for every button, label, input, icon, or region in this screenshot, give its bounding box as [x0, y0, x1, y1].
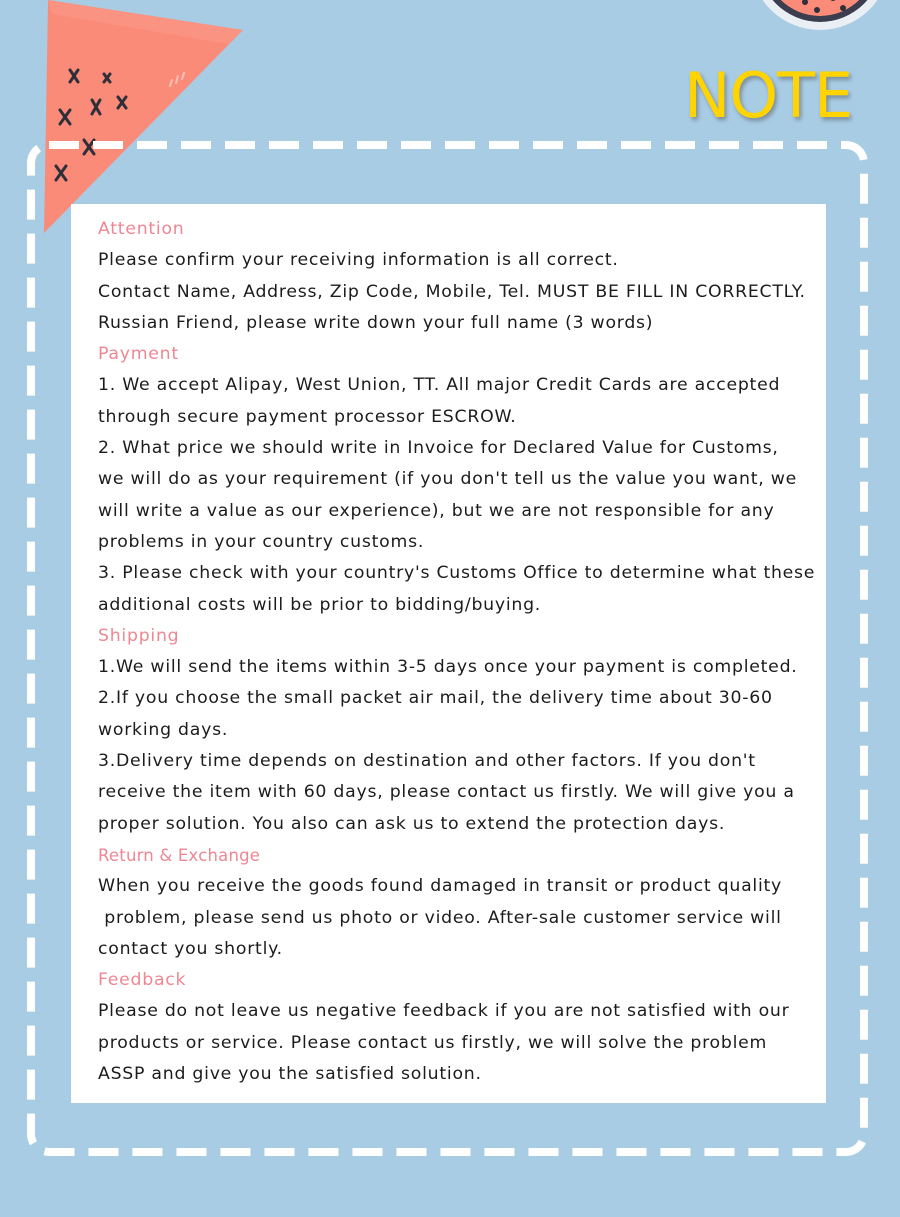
text-line: proper solution. You also can ask us to extend the protection days. [98, 813, 726, 834]
text-line: Contact Name, Address, Zip Code, Mobile, Tel. MUST BE FILL IN CORRECTLY. [98, 281, 806, 302]
section-heading: Payment [98, 344, 179, 365]
text-line: 3. Please check with your country's Customs Office to determine what these [98, 563, 816, 584]
text-line: through secure payment processor ESCROW. [98, 406, 517, 427]
text-line: Please confirm your receiving information is all correct. [98, 250, 619, 271]
note-title: NOTE [684, 59, 853, 132]
text-line: additional costs will be prior to bidding/buying. [98, 594, 542, 615]
text-line: ASSP and give you the satisfied solution. [98, 1064, 482, 1085]
note-content [98, 214, 823, 1090]
text-line: will write a value as our experience), but we are not responsible for any [98, 500, 775, 521]
section-heading: Feedback [98, 970, 187, 991]
section-heading: Attention [98, 219, 185, 239]
section-feedback [98, 965, 823, 1090]
text-line: Please do not leave us negative feedback if you are not satisfied with our [98, 1001, 790, 1022]
text-line: 1.We will send the items within 3-5 days once your payment is completed. [98, 657, 798, 678]
section-attention [98, 214, 823, 339]
note-card [71, 204, 826, 1103]
text-line: 2.If you choose the small packet air mail, the delivery time about 30-60 [98, 688, 773, 709]
text-line: problem, please send us photo or video. After-sale customer service will [98, 907, 782, 928]
text-line: contact you shortly. [98, 938, 283, 959]
text-line: working days. [98, 719, 229, 740]
text-line: we will do as your requirement (if you don't tell us the value you want, we [98, 469, 797, 490]
text-line: problems in your country customs. [98, 531, 425, 552]
section-heading: Shipping [98, 625, 180, 646]
text-line: 2. What price we should write in Invoice for Declared Value for Customs, [98, 438, 779, 459]
section-return-exchange [98, 840, 823, 965]
text-line: When you receive the goods found damaged in transit or product quality [98, 876, 783, 897]
text-line: 1. We accept Alipay, West Union, TT. All major Credit Cards are accepted [98, 375, 781, 396]
section-heading: Return & Exchange [98, 845, 261, 865]
section-shipping [98, 621, 823, 840]
section-payment [98, 339, 823, 621]
text-line: products or service. Please contact us firstly, we will solve the problem [98, 1032, 768, 1053]
text-line: receive the item with 60 days, please contact us firstly. We will give you a [98, 782, 795, 803]
text-line: 3.Delivery time depends on destination and other factors. If you don't [98, 751, 756, 772]
text-line: Russian Friend, please write down your full name (3 words) [98, 312, 654, 333]
